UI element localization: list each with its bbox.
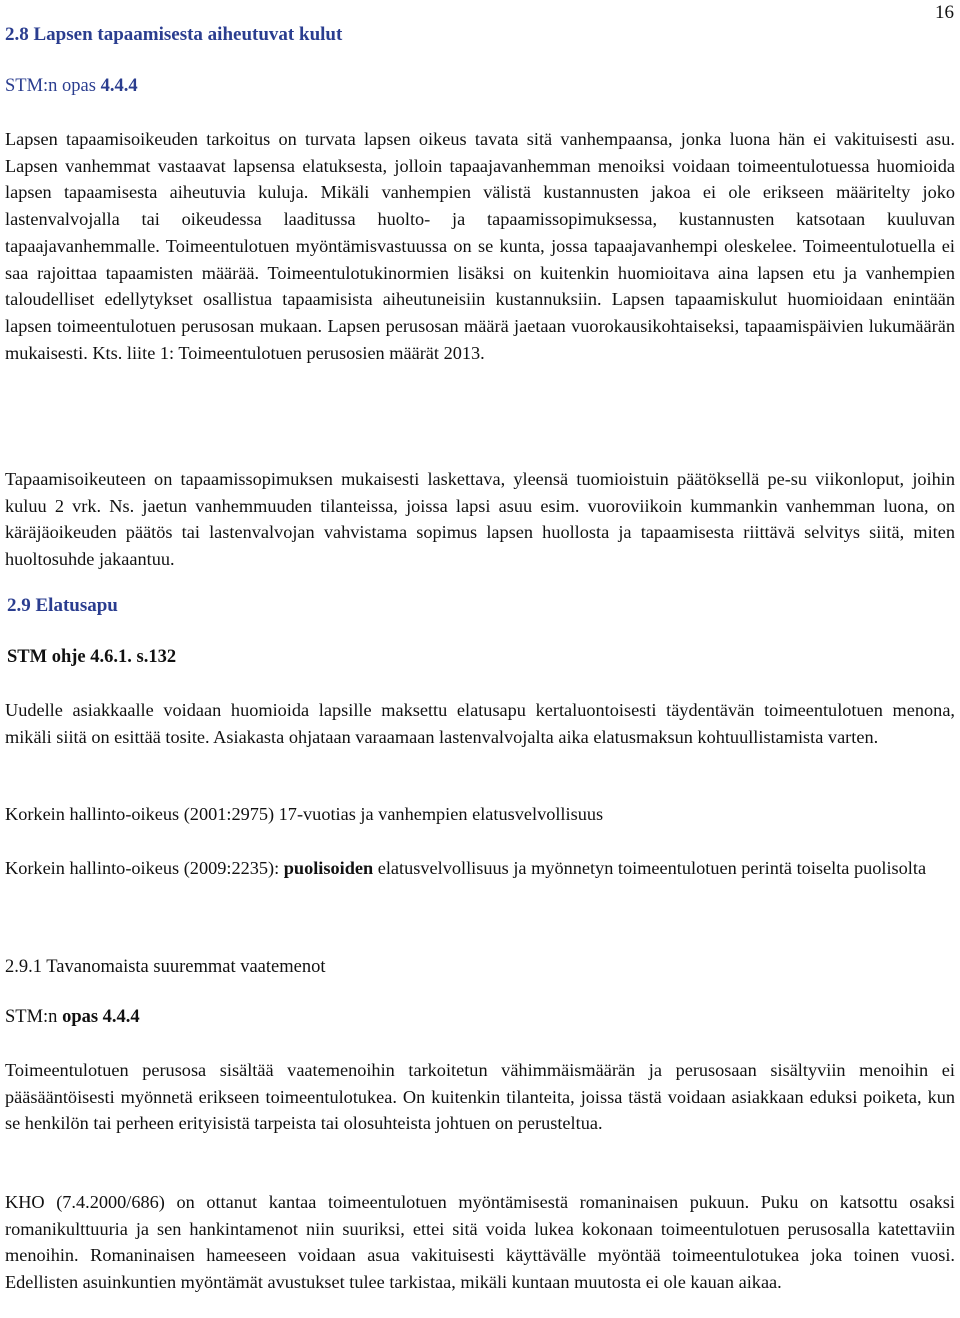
reference-stm-ohje: STM ohje 4.6.1. s.132: [7, 647, 177, 667]
heading-2-9-1: 2.9.1 Tavanomaista suuremmat vaatemenot: [5, 957, 326, 977]
reference-prefix: STM:n opas: [5, 76, 101, 96]
paragraph-child-support: Uudelle asiakkaalle voidaan huomioida lapsille maksettu elatusapu kertaluontoisesti täydentävän toimeentulotuen menona, mikäli siitä on esittää tosite. Asiakasta ohjataan varaamaan lastenvalvojalta aika elatusmaksun kohtuullistamista varten.: [5, 700, 955, 747]
paragraph-visitation-rights: Tapaamisoikeuteen on tapaamissopimuksen mukaisesti laskettava, yleensä tuomioistuin päätöksellä pe-su viikonloput, joihin kuluu 2 vrk. Ns. jaetun vanhemmuuden tilanteissa, joissa lapsi asuu esim. vuoroviikoin kummankin vanhemman luona, on käräjäoikeuden päätös tai lastenvalvojan vahvistama sopimus lapsen huollosta ja tapaamisesta riittävä selvitys siitä, miten huoltosuhde jakaantuu.: [5, 469, 955, 570]
paragraph-visitation-costs: Lapsen tapaamisoikeuden tarkoitus on turvata lapsen oikeus tavata sitä vanhempaansa, jonka luona hän ei vakituisesti asu. Lapsen vanhemmat vastaavat lapsensa elatuksesta, jolloin tapaajavanhemman menoiksi voidaan toimeentulotuessa huomioida lapsen tapaamisesta aiheutuvia kuluja. Mikäli vanhempien välistä kustannusten jakoa ei ole erikseen määritelty joko lastenvalvojalla tai oikeudessa laaditussa huolto- ja tapaamissopimuksessa, kustannusten katsotaan kuuluvan tapaajavanhemmalle. Toimeentulotuen myöntämisvastuussa on se kunta, jossa tapaajavanhempi oleskelee. Toimeentulotuella ei saa rajoittaa tapaamisten määrää. Toimeentulotukinormien lisäksi on kuitenkin huomioitava aina lapsen etu ja vanhempien taloudelliset edellytykset osallistua tapaamisista aiheutuneisiin kustannuksiin. Lapsen tapaamiskulut huomioidaan enintään lapsen toimeentulotuen perusosan mukaan. Lapsen perusosan määrä jaetaan vuorokausikohtaiseksi, tapaamispäivien lukumäärän mukaisesti. Kts. liite 1: Toimeentulotuen perusosien määrät 2013.: [5, 129, 955, 363]
reference-2-prefix: STM:n: [5, 1007, 63, 1027]
reference-2-bold: opas 4.4.4: [62, 1007, 140, 1027]
case-reference-2: [5, 855, 955, 882]
case-reference-1: Korkein hallinto-oikeus (2001:2975) 17-vuotias ja vanhempien elatusvelvollisuus: [5, 804, 604, 824]
case-2-bold-term: puolisoiden: [283, 858, 374, 878]
reference-number: 4.4.4: [100, 76, 138, 96]
heading-2-9: 2.9 Elatusapu: [7, 595, 118, 616]
reference-stm-opas: [5, 76, 138, 97]
paragraph-clothing-costs: Toimeentulotuen perusosa sisältää vaatemenoihin tarkoitetun vähimmäismäärän ja perusosaan sisältyviin menoihin ei pääsääntöisesti myönnetä erikseen toimeentulotukea. On kuitenkin tilanteita, joissa tästä voidaan asiakkaan eduksi poiketa, kun se henkilön tai perheen erityisistä tarpeista tai olosuhteista johtuen on perusteltua.: [5, 1060, 955, 1134]
case-2-prefix: Korkein hallinto-oikeus (2009:2235):: [5, 858, 284, 878]
heading-2-8: 2.8 Lapsen tapaamisesta aiheutuvat kulut: [5, 24, 343, 45]
reference-stm-opas-2: [5, 1007, 140, 1028]
case-2-suffix: elatusvelvollisuus ja myönnetyn toimeentulotuen perintä toiselta puolisolta: [373, 858, 927, 878]
paragraph-kho-ruling: KHO (7.4.2000/686) on ottanut kantaa toimeentulotuen myöntämisestä romaninaisen pukuun. Puku on katsottu osaksi romanikulttuuria ja sen hankintamenot niin suuriksi, ettei sitä voida lukea kokonaan toimeentulotuen perusosalla katettaviin menoihin. Romaninaisen hameeseen voidaan asua vakituisesti käyttävälle myöntää toimeentulotukea joka toinen vuosi. Edellisten asuinkuntien myöntämät avustukset tulee tarkistaa, mikäli kuntaan muutosta ei ole kauan aikaa.: [5, 1192, 955, 1293]
page-number: 16: [935, 2, 954, 23]
